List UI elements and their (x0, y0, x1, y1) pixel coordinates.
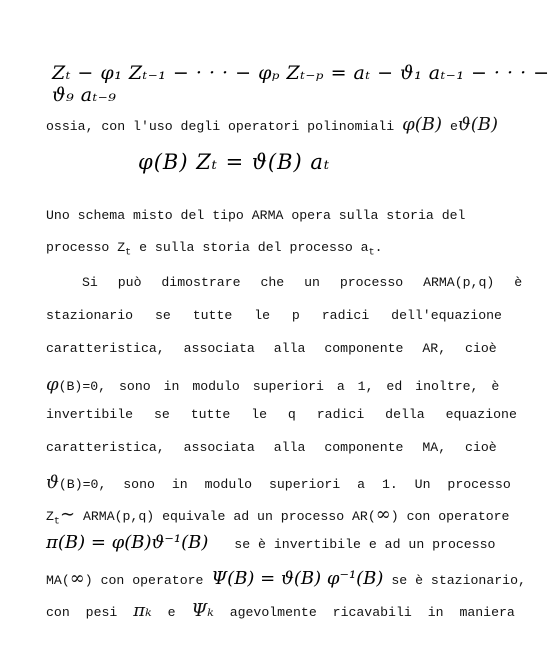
theta-symbol: ϑ (46, 472, 59, 493)
text-span: ARMA(p,q) equivale ad un processo AR( (82, 509, 376, 524)
phi-symbol: φ (46, 374, 59, 395)
paragraph-2-line-3 (46, 341, 538, 356)
conjunction: e (449, 119, 458, 134)
text-span: se è invertibile e ad un processo (234, 537, 496, 552)
tilde-symbol: ∼ (59, 504, 76, 525)
paragraph-2-line-11 (46, 600, 538, 621)
text-span: con pesi (46, 605, 118, 620)
text-span: Z (46, 509, 54, 524)
text-span: caratteristica, associata alla componente MA, cioè (46, 440, 497, 455)
text-line-1 (46, 114, 538, 135)
paragraph-2-line-2 (46, 308, 538, 323)
infinity-symbol: ∞ (375, 504, 391, 525)
subscript-t: t (53, 516, 60, 528)
text-span: Si può dimostrare che un processo ARMA(p,q) è (82, 275, 523, 290)
paragraph-2-line-5 (46, 407, 538, 422)
paragraph-1-line-2 (46, 240, 538, 259)
pi-k-symbol: πₖ (133, 600, 152, 621)
text-span: MA( (46, 573, 70, 588)
pi-operator-formula: π(B) = φ(B)ϑ⁻¹(B) (46, 532, 209, 553)
text-span: agevolmente ricavabili in maniera (229, 605, 515, 620)
text-span: ) con operatore (390, 509, 510, 524)
text-span: processo Z (46, 240, 126, 255)
paragraph-1-line-1 (46, 208, 538, 223)
paragraph-2-line-1 (82, 275, 538, 290)
conjunction: e (167, 605, 176, 620)
paragraph-2-line-6 (46, 440, 538, 455)
paragraph-2-line-7 (46, 472, 538, 493)
text-span: ossia, con l'uso degli operatori polinomiali (46, 119, 395, 134)
arma-equation-expanded: Zₜ − φ₁ Zₜ₋₁ − · · · − φₚ Zₜ₋ₚ = aₜ − ϑ₁ aₜ₋₁ − · · · − ϑ₉ aₜ₋₉ (52, 62, 550, 106)
text-span: e sulla storia del processo a (139, 240, 369, 255)
theta-operator: ϑ(B) (457, 114, 499, 135)
paragraph-2-line-9 (46, 532, 538, 553)
period: . (374, 240, 383, 255)
text-span: invertibile se tutte le q radici della equazione (46, 407, 517, 422)
psi-k-symbol: Ψₖ (191, 600, 214, 621)
phi-operator: φ(B) (402, 114, 443, 135)
subscript-t: t (368, 247, 375, 259)
infinity-symbol: ∞ (69, 568, 85, 589)
arma-equation-compact: φ(B) Zₜ = ϑ(B) aₜ (138, 150, 331, 174)
text-span: (B)=0, sono in modulo superiori a 1, ed inoltre, è (58, 379, 500, 394)
subscript-t: t (125, 247, 132, 259)
text-span: ) con operatore (84, 573, 204, 588)
paragraph-2-line-4 (46, 374, 538, 395)
text-span: stazionario se tutte le p radici dell'equazione (46, 308, 502, 323)
psi-operator-formula: Ψ(B) = ϑ(B) φ⁻¹(B) (211, 568, 384, 589)
text-span: Uno schema misto del tipo ARMA opera sulla storia del (46, 208, 466, 223)
text-span: se è stazionario, (391, 573, 526, 588)
text-span: (B)=0, sono in modulo superiori a 1. Un processo (58, 477, 511, 492)
paragraph-2-line-8 (46, 504, 538, 528)
paragraph-2-line-10 (46, 568, 538, 589)
text-span: caratteristica, associata alla componente AR, cioè (46, 341, 497, 356)
